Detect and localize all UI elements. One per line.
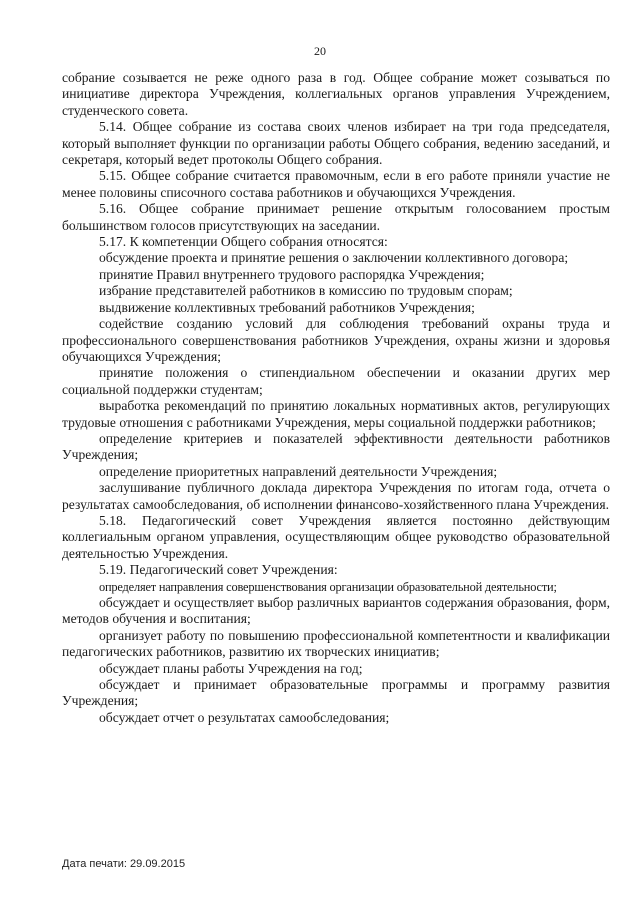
list-item: определение приоритетных направлений деятельности Учреждения;	[99, 463, 498, 479]
list-item: содействие созданию условий для соблюдения требований охраны труда и профессионального совершенствования работников Учреждения, охраны жизни и здоровья обучающихся Учреждения;	[62, 316, 610, 364]
paragraph: собрание созывается не реже одного раза в год. Общее собрание может созываться по инициативе директора Учреждения, коллегиальных органов управления Учреждением, студенческого совета.	[62, 70, 610, 118]
print-date-footer: Дата печати: 29.09.2015	[62, 858, 186, 870]
paragraph: 5.16. Общее собрание принимает решение открытым голосованием простым большинством голосов присутствующих на заседании.	[62, 201, 610, 233]
list-item: обсуждение проекта и принятие решения о заключении коллективного договора;	[99, 250, 569, 266]
list-item: обсуждает планы работы Учреждения на год;	[99, 660, 363, 676]
paragraph: 5.15. Общее собрание считается правомочным, если в его работе приняли участие не менее половины списочного состава работников и обучающихся Учреждения.	[62, 168, 610, 200]
list-item: заслушивание публичного доклада директора Учреждения по итогам года, отчета о результатах самообследования, об исполнении финансово-хозяйственного плана Учреждения.	[62, 480, 610, 512]
list-item: организует работу по повышению профессиональной компетентности и квалификации педагогических работников, развитию их творческих инициатив;	[62, 627, 610, 660]
list-item: принятие положения о стипендиальном обеспечении и оказании других мер социальной поддержки студентам;	[62, 365, 610, 397]
paragraph: 5.19. Педагогический совет Учреждения:	[99, 562, 338, 578]
document-body	[62, 70, 610, 726]
list-item: обсуждает и осуществляет выбор различных вариантов содержания образования, форм, методов обучения и воспитания;	[62, 595, 610, 627]
list-item: избрание представителей работников в комиссию по трудовым спорам;	[99, 283, 513, 299]
page-number: 20	[314, 44, 326, 58]
list-item: выработка рекомендаций по принятию локальных нормативных актов, регулирующих трудовые отношения с работниками Учреждения, меры социальной поддержки работников;	[62, 398, 610, 430]
paragraph: 5.14. Общее собрание из состава своих членов избирает на три года председателя, который выполняет функции по организации работы Общего собрания, ведению заседаний, и секретаря, который ведет протоколы Общего собрания.	[62, 119, 610, 168]
paragraph: 5.18. Педагогический совет Учреждения является постоянно действующим коллегиальным органом управления, осуществляющим общее руководство образовательной деятельностью Учреждения.	[62, 512, 610, 561]
list-item: обсуждает отчет о результатах самообследования;	[99, 709, 390, 725]
list-item: обсуждает и принимает образовательные программы и программу развития Учреждения;	[62, 677, 610, 709]
list-item: принятие Правил внутреннего трудового распорядка Учреждения;	[99, 266, 485, 282]
paragraph: 5.17. К компетенции Общего собрания относятся:	[99, 234, 388, 250]
list-item: определяет направления совершенствования организации образовательной деятельности;	[99, 579, 557, 594]
list-item: выдвижение коллективных требований работников Учреждения;	[99, 299, 475, 315]
list-item: определение критериев и показателей эффективности деятельности работников Учреждения;	[62, 430, 610, 463]
